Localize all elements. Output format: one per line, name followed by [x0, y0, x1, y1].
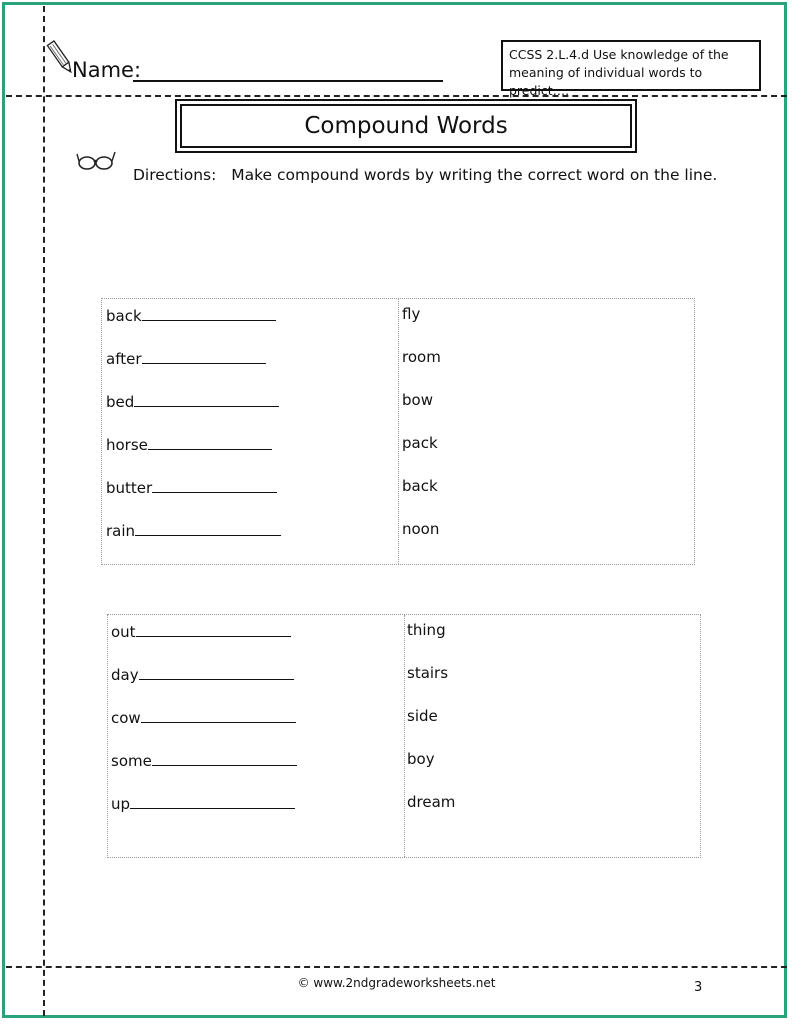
prompt-word: after: [106, 350, 142, 368]
prompt-word: rain: [106, 522, 136, 540]
prompt-word: cow: [111, 709, 141, 727]
page-title: Compound Words: [180, 104, 632, 148]
answer-blank[interactable]: [142, 305, 276, 321]
prompt-word: bed: [106, 393, 135, 411]
prompt-row: [106, 477, 277, 497]
table-divider: [404, 615, 405, 857]
prompt-word: day: [111, 666, 139, 684]
page-number: 3: [694, 980, 703, 995]
answer-word: room: [402, 348, 441, 366]
word-table-2: [107, 614, 701, 858]
answer-word: noon: [402, 520, 440, 538]
left-dashed-line: [43, 6, 45, 1016]
name-field[interactable]: [133, 80, 443, 82]
answer-word: thing: [407, 621, 446, 639]
title-box: [175, 99, 637, 153]
prompt-word: back: [106, 307, 142, 325]
prompt-row: [111, 793, 295, 813]
answer-blank[interactable]: [142, 348, 266, 364]
answer-word: fly: [402, 305, 421, 323]
answer-word: bow: [402, 391, 433, 409]
table-divider: [398, 299, 399, 564]
directions-text: Make compound words by writing the correct word on the line.: [231, 166, 718, 184]
prompt-row: [111, 750, 297, 770]
prompt-row: [106, 348, 266, 368]
answer-word: pack: [402, 434, 438, 452]
prompt-word: horse: [106, 436, 148, 454]
name-label: Name:: [72, 58, 142, 82]
answer-blank[interactable]: [152, 750, 297, 766]
top-dashed-line: [6, 95, 787, 97]
prompt-word: up: [111, 795, 131, 813]
answer-blank[interactable]: [136, 621, 291, 637]
prompt-row: [111, 664, 294, 684]
bottom-dashed-line: [6, 966, 787, 968]
prompt-row: [106, 305, 276, 325]
copyright-footer: © www.2ndgradeworksheets.net: [297, 976, 496, 990]
answer-word: boy: [407, 750, 435, 768]
prompt-word: some: [111, 752, 152, 770]
answer-blank[interactable]: [141, 707, 296, 723]
standard-box: CCSS 2.L.4.d Use knowledge of the meaning of individual words to predict….: [501, 40, 761, 91]
answer-blank[interactable]: [152, 477, 277, 493]
prompt-row: [106, 434, 272, 454]
answer-word: stairs: [407, 664, 449, 682]
answer-blank[interactable]: [134, 391, 279, 407]
prompt-word: out: [111, 623, 136, 641]
prompt-word: butter: [106, 479, 153, 497]
directions-label: Directions:: [133, 166, 217, 184]
answer-blank[interactable]: [148, 434, 272, 450]
prompt-row: [111, 707, 296, 727]
prompt-row: [106, 520, 281, 540]
prompt-row: [106, 391, 279, 411]
prompt-row: [111, 621, 291, 641]
directions: [133, 166, 717, 184]
glasses-icon: [76, 148, 116, 174]
answer-blank[interactable]: [130, 793, 295, 809]
answer-word: back: [402, 477, 438, 495]
answer-blank[interactable]: [135, 520, 281, 536]
answer-blank[interactable]: [139, 664, 294, 680]
answer-word: side: [407, 707, 438, 725]
answer-word: dream: [407, 793, 456, 811]
